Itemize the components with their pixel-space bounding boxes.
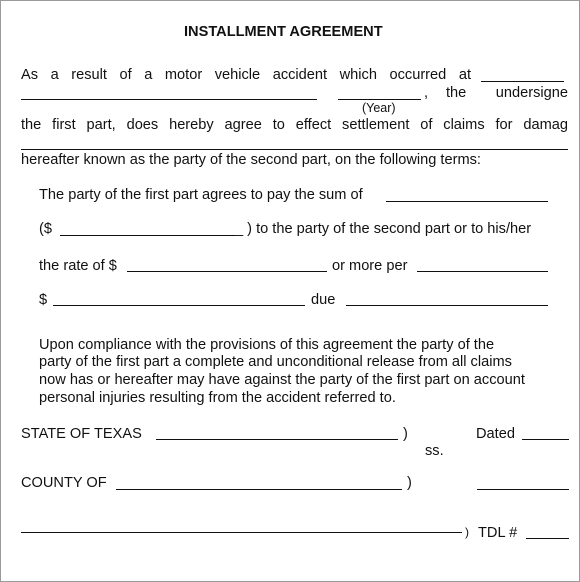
accident-place-blank[interactable] bbox=[21, 99, 317, 100]
dollar-open-paren: ($ bbox=[39, 221, 52, 237]
release-text-line-1: Upon compliance with the provisions of this agreement the party of the bbox=[39, 337, 495, 353]
accident-location-blank[interactable] bbox=[481, 81, 564, 82]
state-blank[interactable] bbox=[156, 439, 398, 440]
sum-label: The party of the first part agrees to pay the sum of bbox=[39, 187, 363, 203]
ss-label: ss. bbox=[425, 443, 444, 459]
sum-amount-blank[interactable] bbox=[60, 235, 235, 236]
accident-intro-text: As a result of a motor vehicle accident which occurred at bbox=[21, 67, 471, 83]
county-blank[interactable] bbox=[116, 489, 402, 490]
terms-intro-text: hereafter known as the party of the second part, on the following terms: bbox=[21, 152, 481, 168]
undersigned-text: the undersigne bbox=[446, 85, 568, 101]
due-amount-blank[interactable] bbox=[53, 305, 305, 306]
dollar-sign: $ bbox=[39, 292, 48, 308]
due-date-blank[interactable] bbox=[346, 305, 548, 306]
rate-amount-blank[interactable] bbox=[127, 271, 327, 272]
dated-blank[interactable] bbox=[522, 439, 569, 440]
document-title: INSTALLMENT AGREEMENT bbox=[184, 24, 383, 40]
or-more-per-label: or more per bbox=[332, 258, 408, 274]
release-text-line-2: party of the first part a complete and unconditional release from all claims bbox=[39, 354, 512, 370]
state-close-paren: ) bbox=[403, 426, 408, 442]
county-label: COUNTY OF bbox=[21, 475, 107, 491]
year-caption: (Year) bbox=[362, 101, 396, 115]
sum-words-blank[interactable] bbox=[386, 201, 548, 202]
rate-label: the rate of $ bbox=[39, 258, 117, 274]
signature-blank[interactable] bbox=[21, 532, 462, 533]
tdl-number-blank[interactable] bbox=[526, 538, 569, 539]
release-text-line-3: now has or hereafter may have against the party of the first part on account bbox=[39, 372, 525, 388]
party-second-name-blank[interactable] bbox=[21, 149, 568, 150]
date-line-blank[interactable] bbox=[477, 489, 569, 490]
state-label: STATE OF TEXAS bbox=[21, 426, 142, 442]
rate-period-blank[interactable] bbox=[417, 271, 548, 272]
due-label: due bbox=[311, 292, 336, 308]
signature-close-paren: ) bbox=[465, 525, 469, 539]
to-second-party-text: _ ) to the party of the second part or to his/her bbox=[235, 221, 532, 237]
county-close-paren: ) bbox=[407, 475, 412, 491]
release-text-line-4: personal injuries resulting from the accident referred to. bbox=[39, 390, 396, 406]
settlement-text: the first part, does hereby agree to effect settlement of claims for damag bbox=[21, 117, 568, 133]
year-blank[interactable] bbox=[338, 99, 421, 100]
tdl-label: TDL # bbox=[478, 525, 518, 541]
year-comma: , bbox=[424, 85, 429, 101]
dated-label: Dated bbox=[476, 426, 515, 442]
